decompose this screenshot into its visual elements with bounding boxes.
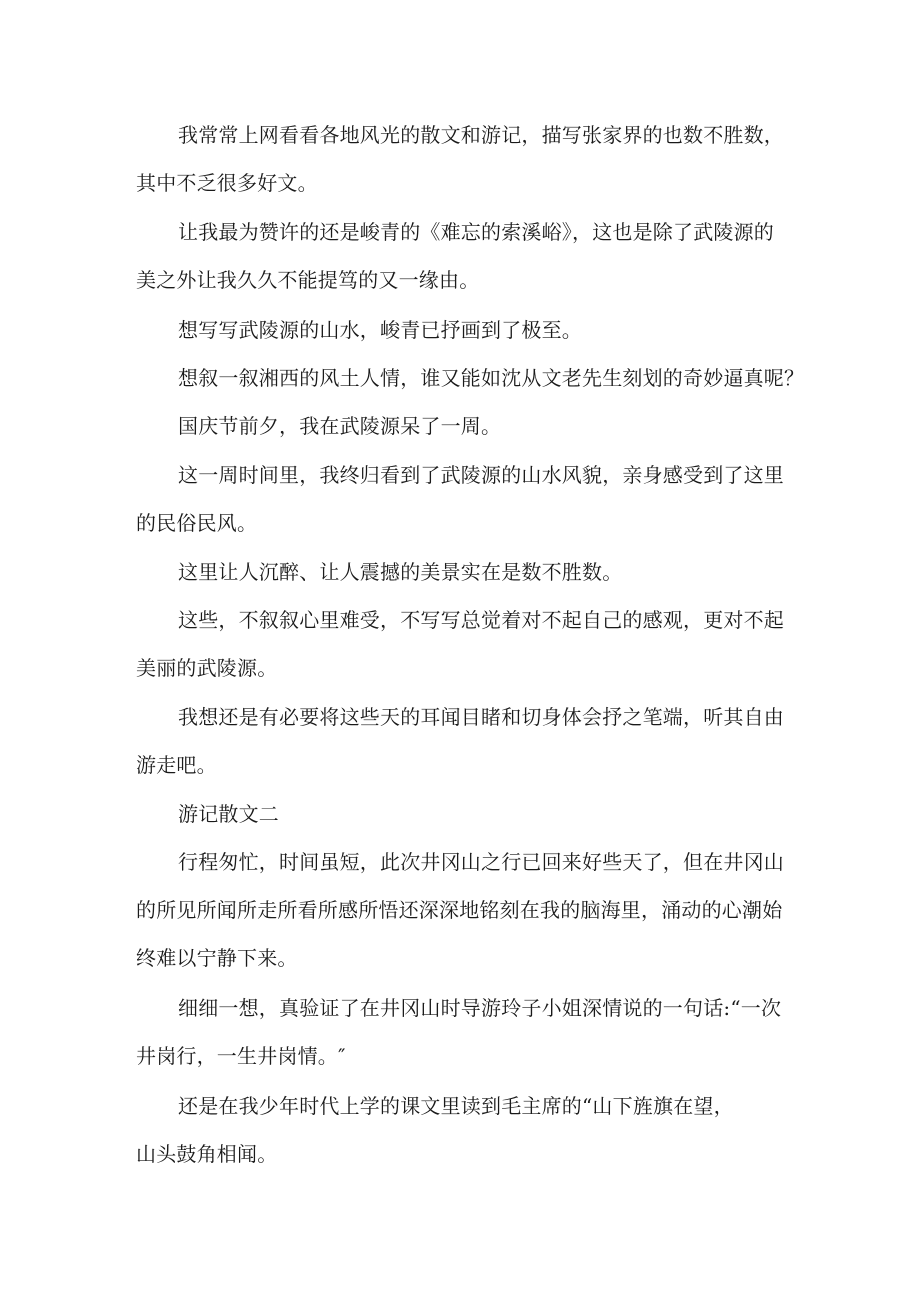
paragraph-4 bbox=[136, 354, 805, 402]
paragraph-12 bbox=[136, 1082, 796, 1178]
paragraph-9 bbox=[136, 693, 796, 789]
text-line: 行程匆忙，时间虽短，此次井冈山之行已回来好些天了，但在井冈山 bbox=[178, 850, 784, 874]
text-line: 井岗行，一生井岗情。″ bbox=[136, 1044, 346, 1068]
text-line: 终难以宁静下来。 bbox=[136, 946, 298, 970]
paragraph-1 bbox=[136, 111, 796, 207]
paragraph-6 bbox=[136, 451, 796, 547]
paragraph-3 bbox=[136, 306, 796, 354]
text-line: 我常常上网看看各地风光的散文和游记，描写张家界的也数不胜数， bbox=[178, 123, 784, 147]
text-line: 其中不乏很多好文。 bbox=[136, 171, 318, 195]
paragraph-11 bbox=[136, 984, 796, 1080]
text-line: 想写写武陵源的山水，峻青已抒画到了极至。 bbox=[178, 318, 582, 342]
text-line: 国庆节前夕，我在武陵源呆了一周。 bbox=[178, 414, 502, 438]
text-line: 这一周时间里，我终归看到了武陵源的山水风貌，亲身感受到了这里 bbox=[178, 463, 784, 487]
text-line: 山头鼓角相闻。 bbox=[136, 1142, 278, 1166]
section-heading bbox=[136, 790, 796, 838]
text-line: 的所见所闻所走所看所感所悟还深深地铭刻在我的脑海里，涌动的心潮始 bbox=[136, 898, 783, 922]
paragraph-10 bbox=[136, 838, 796, 982]
text-line: 美之外让我久久不能提笃的又一缘由。 bbox=[136, 268, 480, 292]
paragraph-2 bbox=[136, 208, 796, 304]
text-line: 细细一想，真验证了在井冈山时导游玲子小姐深情说的一句话:“一次 bbox=[178, 996, 782, 1020]
text-line: 的民俗民风。 bbox=[136, 511, 258, 535]
paragraph-8 bbox=[136, 596, 796, 692]
text-line: 游走吧。 bbox=[136, 753, 217, 777]
text-line: 让我最为赞许的还是峻青的《难忘的索溪峪》，这也是除了武陵源的 bbox=[178, 220, 774, 244]
text-line: 我想还是有必要将这些天的耳闻目睹和切身体会抒之笔端，听其自由 bbox=[178, 705, 784, 729]
paragraph-7 bbox=[136, 548, 796, 596]
text-line: 美丽的武陵源。 bbox=[136, 656, 278, 680]
text-line: 游记散文二 bbox=[178, 802, 279, 826]
text-line: 想叙一叙湘西的风土人情，谁又能如沈从文老先生刻划的奇妙逼真呢？ bbox=[178, 366, 805, 390]
paragraph-5 bbox=[136, 402, 796, 450]
text-line: 这里让人沉醉、让人震撼的美景实在是数不胜数。 bbox=[178, 560, 623, 584]
text-line: 这些，不叙叙心里难受，不写写总觉着对不起自己的感观，更对不起 bbox=[178, 608, 784, 632]
text-line: 还是在我少年时代上学的课文里读到毛主席的“山下旌旗在望， bbox=[178, 1094, 734, 1118]
